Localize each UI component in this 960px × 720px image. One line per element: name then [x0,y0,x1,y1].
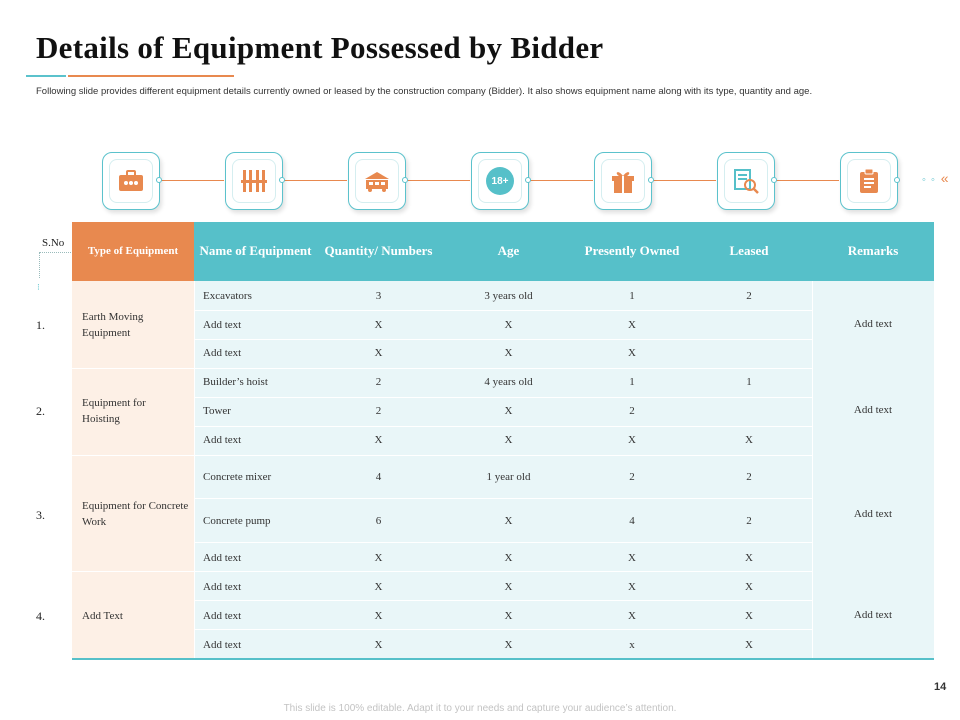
group-divider [72,571,812,572]
cell-quantity: 4 [375,471,382,483]
cell-owned: X [628,581,636,593]
document-check-icon-box [717,152,775,210]
sno-3: 3. [36,508,45,522]
sno-4: 4. [36,609,45,623]
cell-name: Add text [203,552,242,564]
type-label-2: Equipment for Hoisting [82,397,146,425]
age-icon-box [471,152,529,210]
cell-quantity: X [374,434,383,446]
cell-quantity: 6 [375,515,382,527]
cell-owned: X [628,610,636,622]
type-label-1: Earth Moving Equipment [82,311,144,339]
header-quantity: Quantity/ Numbers [324,243,433,259]
cell-leased: 2 [746,471,752,483]
cell-owned: X [628,319,636,331]
cell-age: X [504,581,513,593]
group-divider [72,368,812,369]
connector-dot [648,177,654,183]
cell-name: Concrete mixer [203,471,272,483]
slide-title: Details of Equipment Possessed by Bidder [36,30,604,65]
slide-subtitle: Following slide provides different equipment details currently owned or leased by the construction company (Bidder). It also shows equipment name along with its type, quantity and age. [36,86,813,97]
machine-icon [363,170,391,192]
equipment-table [72,222,934,660]
row-divider [194,542,812,543]
cell-leased: 1 [746,376,752,388]
cell-owned: X [628,552,636,564]
title-underline-orange [68,75,234,77]
cell-name: Add text [203,639,242,651]
connector-dot [771,177,777,183]
remarks-4: Add text [853,609,893,621]
cell-leased: 2 [746,290,752,302]
document-check-icon [733,168,759,194]
cell-quantity: X [374,319,383,331]
cell-name: Add text [203,434,242,446]
row-divider [194,629,812,630]
cell-age: X [504,515,513,527]
cell-owned: x [629,639,635,651]
row-divider [194,397,812,398]
cell-owned: 1 [629,376,635,388]
cell-name: Add text [203,319,242,331]
cell-leased: X [745,434,753,446]
cell-age: 4 years old [484,376,533,388]
cell-age: X [504,319,513,331]
table-bottom-border [72,658,934,660]
cell-age: X [504,639,513,651]
cell-quantity: 3 [375,290,382,302]
cell-age: X [504,434,513,446]
header-age: Age [497,243,520,259]
cell-age: X [504,610,513,622]
cell-owned: 1 [629,290,635,302]
cell-owned: 2 [629,471,635,483]
cell-leased: X [745,610,753,622]
machine-icon-box [348,152,406,210]
sno-1: 1. [36,318,45,332]
header-name: Name of Equipment [199,243,312,259]
sno-label: S.No [42,237,65,249]
title-underline-blue [26,75,66,77]
cell-leased: X [745,552,753,564]
sno-2: 2. [36,404,45,418]
toolbox-icon-box [102,152,160,210]
age-icon-text: 18+ [491,175,509,187]
cell-owned: X [628,434,636,446]
connector-dot [156,177,162,183]
cell-owned: X [628,347,636,359]
connector-dot [402,177,408,183]
remarks-2: Add text [853,404,893,416]
cell-name: Concrete pump [203,515,271,527]
remarks-3: Add text [853,508,893,520]
tools-icon [241,168,267,194]
row-divider [194,310,812,311]
connector-line [652,180,716,181]
age-18-icon [486,167,514,195]
cell-age: 1 year old [486,471,531,483]
header-leased: Leased [729,243,769,259]
cell-quantity: 2 [375,405,382,417]
cell-owned: 2 [629,405,635,417]
connector-line [775,180,839,181]
type-label-4: Add Text [82,610,123,622]
toolbox-icon [118,170,144,192]
column-divider [812,281,813,660]
gift-icon-box [594,152,652,210]
cell-leased: X [745,581,753,593]
header-remarks: Remarks [847,243,899,259]
connector-line [406,180,470,181]
tools-icon-box [225,152,283,210]
connector-dot [894,177,900,183]
row-divider [194,498,812,499]
sno-marker-icon: ⁝ [37,282,40,292]
remarks-1: Add text [853,318,893,330]
cell-owned: 4 [629,515,635,527]
cell-age: X [504,347,513,359]
connector-dot [525,177,531,183]
type-label-3: Equipment for Concrete Work [82,500,189,528]
connector-line [160,180,224,181]
arrow-trail-icon: ◦ ◦ « [922,170,950,186]
cell-age: X [504,552,513,564]
row-divider [194,600,812,601]
icon-row [0,150,960,212]
cell-name: Builder’s hoist [203,376,268,388]
row-divider [194,426,812,427]
cell-quantity: X [374,581,383,593]
cell-name: Add text [203,610,242,622]
cell-age: X [504,405,513,417]
header-type: Type of Equipment [72,222,194,281]
cell-age: 3 years old [484,290,533,302]
cell-quantity: X [374,610,383,622]
cell-quantity: X [374,552,383,564]
connector-line [283,180,347,181]
gift-icon [610,168,636,194]
sno-divider [39,252,71,253]
cell-leased: X [745,639,753,651]
row-divider [194,339,812,340]
cell-quantity: X [374,347,383,359]
header-owned: Presently Owned [584,243,680,259]
clipboard-icon-box [840,152,898,210]
cell-leased: 2 [746,515,752,527]
cell-name: Add text [203,347,242,359]
cell-name: Excavators [203,290,252,302]
connector-dot [279,177,285,183]
column-divider [194,281,195,660]
footer-note: This slide is 100% editable. Adapt it to your needs and capture your audience’s attention. [283,703,677,714]
clipboard-icon [858,168,880,194]
sno-divider-vertical [39,252,40,278]
cell-name: Tower [203,405,231,417]
cell-quantity: 2 [375,376,382,388]
connector-line [529,180,593,181]
page-number: 14 [934,681,947,693]
cell-name: Add text [203,581,242,593]
group-divider [72,455,812,456]
cell-quantity: X [374,639,383,651]
